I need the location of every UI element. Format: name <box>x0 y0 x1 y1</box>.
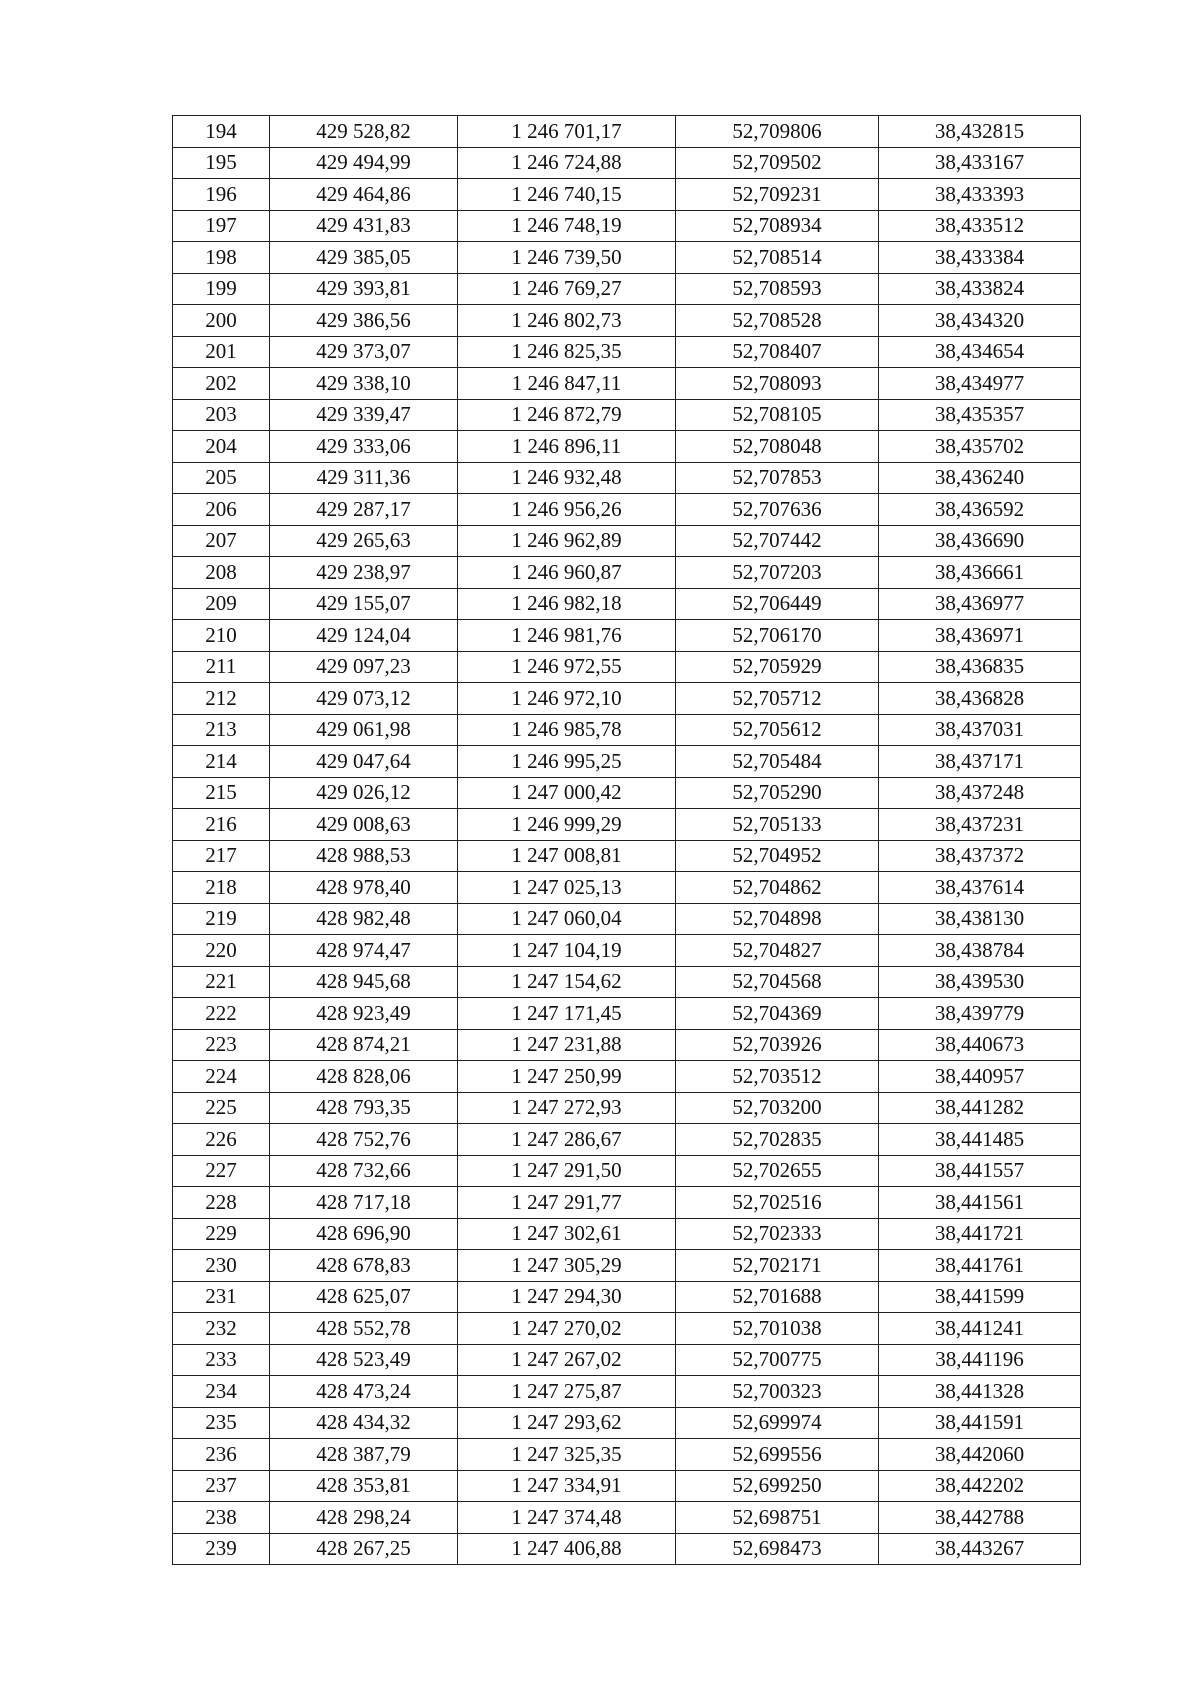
longitude-cell: 38,441591 <box>879 1407 1081 1439</box>
x-coordinate-cell: 429 386,56 <box>270 305 458 337</box>
y-coordinate-cell: 1 246 962,89 <box>458 525 676 557</box>
longitude-cell: 38,437031 <box>879 714 1081 746</box>
y-coordinate-cell: 1 247 000,42 <box>458 777 676 809</box>
point-number-cell: 217 <box>173 840 270 872</box>
longitude-cell: 38,441557 <box>879 1155 1081 1187</box>
longitude-cell: 38,435357 <box>879 399 1081 431</box>
y-coordinate-cell: 1 247 060,04 <box>458 903 676 935</box>
x-coordinate-cell: 429 333,06 <box>270 431 458 463</box>
x-coordinate-cell: 429 265,63 <box>270 525 458 557</box>
longitude-cell: 38,439779 <box>879 998 1081 1030</box>
table-row <box>173 1344 1081 1376</box>
latitude-cell: 52,702835 <box>676 1124 879 1156</box>
x-coordinate-cell: 428 434,32 <box>270 1407 458 1439</box>
y-coordinate-cell: 1 247 334,91 <box>458 1470 676 1502</box>
x-coordinate-cell: 429 026,12 <box>270 777 458 809</box>
table-row <box>173 368 1081 400</box>
latitude-cell: 52,704952 <box>676 840 879 872</box>
y-coordinate-cell: 1 246 981,76 <box>458 620 676 652</box>
latitude-cell: 52,708407 <box>676 336 879 368</box>
point-number-cell: 208 <box>173 557 270 589</box>
point-number-cell: 229 <box>173 1218 270 1250</box>
table-row <box>173 399 1081 431</box>
table-row <box>173 1218 1081 1250</box>
point-number-cell: 235 <box>173 1407 270 1439</box>
x-coordinate-cell: 428 696,90 <box>270 1218 458 1250</box>
x-coordinate-cell: 429 008,63 <box>270 809 458 841</box>
point-number-cell: 225 <box>173 1092 270 1124</box>
longitude-cell: 38,440673 <box>879 1029 1081 1061</box>
y-coordinate-cell: 1 247 325,35 <box>458 1439 676 1471</box>
point-number-cell: 236 <box>173 1439 270 1471</box>
longitude-cell: 38,441485 <box>879 1124 1081 1156</box>
point-number-cell: 201 <box>173 336 270 368</box>
table-row <box>173 557 1081 589</box>
latitude-cell: 52,705290 <box>676 777 879 809</box>
latitude-cell: 52,706170 <box>676 620 879 652</box>
point-number-cell: 196 <box>173 179 270 211</box>
y-coordinate-cell: 1 246 995,25 <box>458 746 676 778</box>
longitude-cell: 38,436977 <box>879 588 1081 620</box>
longitude-cell: 38,433384 <box>879 242 1081 274</box>
point-number-cell: 210 <box>173 620 270 652</box>
table-row <box>173 1439 1081 1471</box>
y-coordinate-cell: 1 246 932,48 <box>458 462 676 494</box>
coordinates-table-body <box>173 116 1081 1565</box>
y-coordinate-cell: 1 246 960,87 <box>458 557 676 589</box>
x-coordinate-cell: 428 473,24 <box>270 1376 458 1408</box>
longitude-cell: 38,436835 <box>879 651 1081 683</box>
x-coordinate-cell: 429 385,05 <box>270 242 458 274</box>
point-number-cell: 238 <box>173 1502 270 1534</box>
x-coordinate-cell: 428 988,53 <box>270 840 458 872</box>
x-coordinate-cell: 428 828,06 <box>270 1061 458 1093</box>
table-row <box>173 179 1081 211</box>
y-coordinate-cell: 1 247 374,48 <box>458 1502 676 1534</box>
latitude-cell: 52,701688 <box>676 1281 879 1313</box>
latitude-cell: 52,709231 <box>676 179 879 211</box>
x-coordinate-cell: 429 528,82 <box>270 116 458 148</box>
point-number-cell: 230 <box>173 1250 270 1282</box>
latitude-cell: 52,705929 <box>676 651 879 683</box>
y-coordinate-cell: 1 247 291,77 <box>458 1187 676 1219</box>
x-coordinate-cell: 428 978,40 <box>270 872 458 904</box>
x-coordinate-cell: 428 732,66 <box>270 1155 458 1187</box>
longitude-cell: 38,441328 <box>879 1376 1081 1408</box>
x-coordinate-cell: 428 678,83 <box>270 1250 458 1282</box>
point-number-cell: 221 <box>173 966 270 998</box>
point-number-cell: 195 <box>173 147 270 179</box>
x-coordinate-cell: 428 923,49 <box>270 998 458 1030</box>
y-coordinate-cell: 1 247 267,02 <box>458 1344 676 1376</box>
point-number-cell: 206 <box>173 494 270 526</box>
table-row <box>173 116 1081 148</box>
longitude-cell: 38,433167 <box>879 147 1081 179</box>
longitude-cell: 38,441599 <box>879 1281 1081 1313</box>
x-coordinate-cell: 428 552,78 <box>270 1313 458 1345</box>
x-coordinate-cell: 429 464,86 <box>270 179 458 211</box>
longitude-cell: 38,442788 <box>879 1502 1081 1534</box>
table-row <box>173 1281 1081 1313</box>
table-row <box>173 1187 1081 1219</box>
latitude-cell: 52,702171 <box>676 1250 879 1282</box>
latitude-cell: 52,702655 <box>676 1155 879 1187</box>
longitude-cell: 38,434977 <box>879 368 1081 400</box>
longitude-cell: 38,441761 <box>879 1250 1081 1282</box>
y-coordinate-cell: 1 246 740,15 <box>458 179 676 211</box>
table-row <box>173 777 1081 809</box>
point-number-cell: 213 <box>173 714 270 746</box>
latitude-cell: 52,705712 <box>676 683 879 715</box>
y-coordinate-cell: 1 247 270,02 <box>458 1313 676 1345</box>
latitude-cell: 52,708105 <box>676 399 879 431</box>
y-coordinate-cell: 1 247 406,88 <box>458 1533 676 1565</box>
x-coordinate-cell: 429 238,97 <box>270 557 458 589</box>
latitude-cell: 52,707853 <box>676 462 879 494</box>
latitude-cell: 52,708093 <box>676 368 879 400</box>
point-number-cell: 233 <box>173 1344 270 1376</box>
y-coordinate-cell: 1 247 302,61 <box>458 1218 676 1250</box>
x-coordinate-cell: 428 752,76 <box>270 1124 458 1156</box>
x-coordinate-cell: 429 287,17 <box>270 494 458 526</box>
point-number-cell: 220 <box>173 935 270 967</box>
y-coordinate-cell: 1 247 104,19 <box>458 935 676 967</box>
table-row <box>173 903 1081 935</box>
table-row <box>173 273 1081 305</box>
point-number-cell: 223 <box>173 1029 270 1061</box>
y-coordinate-cell: 1 247 154,62 <box>458 966 676 998</box>
table-row <box>173 305 1081 337</box>
latitude-cell: 52,707636 <box>676 494 879 526</box>
longitude-cell: 38,437248 <box>879 777 1081 809</box>
x-coordinate-cell: 429 073,12 <box>270 683 458 715</box>
x-coordinate-cell: 428 353,81 <box>270 1470 458 1502</box>
x-coordinate-cell: 429 494,99 <box>270 147 458 179</box>
table-row <box>173 242 1081 274</box>
x-coordinate-cell: 428 945,68 <box>270 966 458 998</box>
x-coordinate-cell: 428 387,79 <box>270 1439 458 1471</box>
x-coordinate-cell: 428 974,47 <box>270 935 458 967</box>
longitude-cell: 38,438130 <box>879 903 1081 935</box>
table-row <box>173 935 1081 967</box>
point-number-cell: 211 <box>173 651 270 683</box>
y-coordinate-cell: 1 247 286,67 <box>458 1124 676 1156</box>
longitude-cell: 38,441561 <box>879 1187 1081 1219</box>
table-row <box>173 966 1081 998</box>
latitude-cell: 52,699556 <box>676 1439 879 1471</box>
table-row <box>173 840 1081 872</box>
table-row <box>173 1313 1081 1345</box>
table-row <box>173 147 1081 179</box>
x-coordinate-cell: 429 155,07 <box>270 588 458 620</box>
latitude-cell: 52,708048 <box>676 431 879 463</box>
longitude-cell: 38,441282 <box>879 1092 1081 1124</box>
table-row <box>173 336 1081 368</box>
table-row <box>173 714 1081 746</box>
x-coordinate-cell: 429 339,47 <box>270 399 458 431</box>
point-number-cell: 226 <box>173 1124 270 1156</box>
longitude-cell: 38,443267 <box>879 1533 1081 1565</box>
table-row <box>173 1533 1081 1565</box>
point-number-cell: 228 <box>173 1187 270 1219</box>
point-number-cell: 234 <box>173 1376 270 1408</box>
latitude-cell: 52,700775 <box>676 1344 879 1376</box>
x-coordinate-cell: 428 793,35 <box>270 1092 458 1124</box>
longitude-cell: 38,434320 <box>879 305 1081 337</box>
point-number-cell: 198 <box>173 242 270 274</box>
point-number-cell: 202 <box>173 368 270 400</box>
y-coordinate-cell: 1 247 272,93 <box>458 1092 676 1124</box>
point-number-cell: 232 <box>173 1313 270 1345</box>
table-row <box>173 651 1081 683</box>
y-coordinate-cell: 1 247 008,81 <box>458 840 676 872</box>
y-coordinate-cell: 1 246 896,11 <box>458 431 676 463</box>
longitude-cell: 38,437171 <box>879 746 1081 778</box>
y-coordinate-cell: 1 246 739,50 <box>458 242 676 274</box>
table-row <box>173 809 1081 841</box>
longitude-cell: 38,436828 <box>879 683 1081 715</box>
point-number-cell: 216 <box>173 809 270 841</box>
y-coordinate-cell: 1 246 769,27 <box>458 273 676 305</box>
y-coordinate-cell: 1 246 724,88 <box>458 147 676 179</box>
table-row <box>173 1502 1081 1534</box>
latitude-cell: 52,700323 <box>676 1376 879 1408</box>
point-number-cell: 207 <box>173 525 270 557</box>
point-number-cell: 197 <box>173 210 270 242</box>
y-coordinate-cell: 1 246 972,10 <box>458 683 676 715</box>
y-coordinate-cell: 1 246 982,18 <box>458 588 676 620</box>
x-coordinate-cell: 428 267,25 <box>270 1533 458 1565</box>
x-coordinate-cell: 429 431,83 <box>270 210 458 242</box>
longitude-cell: 38,440957 <box>879 1061 1081 1093</box>
longitude-cell: 38,438784 <box>879 935 1081 967</box>
longitude-cell: 38,441721 <box>879 1218 1081 1250</box>
longitude-cell: 38,436661 <box>879 557 1081 589</box>
latitude-cell: 52,705133 <box>676 809 879 841</box>
point-number-cell: 203 <box>173 399 270 431</box>
latitude-cell: 52,702516 <box>676 1187 879 1219</box>
longitude-cell: 38,432815 <box>879 116 1081 148</box>
y-coordinate-cell: 1 246 972,55 <box>458 651 676 683</box>
x-coordinate-cell: 428 625,07 <box>270 1281 458 1313</box>
y-coordinate-cell: 1 247 231,88 <box>458 1029 676 1061</box>
point-number-cell: 219 <box>173 903 270 935</box>
point-number-cell: 212 <box>173 683 270 715</box>
longitude-cell: 38,441241 <box>879 1313 1081 1345</box>
latitude-cell: 52,703512 <box>676 1061 879 1093</box>
y-coordinate-cell: 1 246 999,29 <box>458 809 676 841</box>
latitude-cell: 52,708528 <box>676 305 879 337</box>
longitude-cell: 38,436690 <box>879 525 1081 557</box>
latitude-cell: 52,701038 <box>676 1313 879 1345</box>
latitude-cell: 52,703200 <box>676 1092 879 1124</box>
point-number-cell: 224 <box>173 1061 270 1093</box>
point-number-cell: 215 <box>173 777 270 809</box>
latitude-cell: 52,707442 <box>676 525 879 557</box>
latitude-cell: 52,707203 <box>676 557 879 589</box>
table-row <box>173 746 1081 778</box>
table-row <box>173 620 1081 652</box>
table-row <box>173 1407 1081 1439</box>
point-number-cell: 222 <box>173 998 270 1030</box>
x-coordinate-cell: 428 874,21 <box>270 1029 458 1061</box>
latitude-cell: 52,699974 <box>676 1407 879 1439</box>
latitude-cell: 52,704568 <box>676 966 879 998</box>
y-coordinate-cell: 1 246 825,35 <box>458 336 676 368</box>
table-row <box>173 872 1081 904</box>
point-number-cell: 200 <box>173 305 270 337</box>
table-row <box>173 1124 1081 1156</box>
latitude-cell: 52,706449 <box>676 588 879 620</box>
point-number-cell: 209 <box>173 588 270 620</box>
x-coordinate-cell: 428 717,18 <box>270 1187 458 1219</box>
latitude-cell: 52,708514 <box>676 242 879 274</box>
point-number-cell: 205 <box>173 462 270 494</box>
latitude-cell: 52,698751 <box>676 1502 879 1534</box>
longitude-cell: 38,437614 <box>879 872 1081 904</box>
latitude-cell: 52,705484 <box>676 746 879 778</box>
coordinates-table <box>172 115 1081 1565</box>
point-number-cell: 204 <box>173 431 270 463</box>
x-coordinate-cell: 429 097,23 <box>270 651 458 683</box>
latitude-cell: 52,705612 <box>676 714 879 746</box>
y-coordinate-cell: 1 247 294,30 <box>458 1281 676 1313</box>
point-number-cell: 214 <box>173 746 270 778</box>
latitude-cell: 52,702333 <box>676 1218 879 1250</box>
y-coordinate-cell: 1 246 956,26 <box>458 494 676 526</box>
y-coordinate-cell: 1 246 872,79 <box>458 399 676 431</box>
x-coordinate-cell: 429 061,98 <box>270 714 458 746</box>
table-row <box>173 1061 1081 1093</box>
longitude-cell: 38,442060 <box>879 1439 1081 1471</box>
longitude-cell: 38,435702 <box>879 431 1081 463</box>
table-row <box>173 494 1081 526</box>
table-row <box>173 683 1081 715</box>
table-row <box>173 998 1081 1030</box>
point-number-cell: 231 <box>173 1281 270 1313</box>
y-coordinate-cell: 1 247 025,13 <box>458 872 676 904</box>
y-coordinate-cell: 1 246 701,17 <box>458 116 676 148</box>
point-number-cell: 199 <box>173 273 270 305</box>
x-coordinate-cell: 429 311,36 <box>270 462 458 494</box>
table-row <box>173 210 1081 242</box>
table-row <box>173 462 1081 494</box>
latitude-cell: 52,699250 <box>676 1470 879 1502</box>
y-coordinate-cell: 1 247 293,62 <box>458 1407 676 1439</box>
table-row <box>173 1155 1081 1187</box>
table-row <box>173 1092 1081 1124</box>
y-coordinate-cell: 1 246 985,78 <box>458 714 676 746</box>
longitude-cell: 38,434654 <box>879 336 1081 368</box>
latitude-cell: 52,709806 <box>676 116 879 148</box>
latitude-cell: 52,708593 <box>676 273 879 305</box>
longitude-cell: 38,437231 <box>879 809 1081 841</box>
x-coordinate-cell: 428 523,49 <box>270 1344 458 1376</box>
y-coordinate-cell: 1 247 250,99 <box>458 1061 676 1093</box>
y-coordinate-cell: 1 247 291,50 <box>458 1155 676 1187</box>
y-coordinate-cell: 1 247 275,87 <box>458 1376 676 1408</box>
x-coordinate-cell: 429 393,81 <box>270 273 458 305</box>
x-coordinate-cell: 429 373,07 <box>270 336 458 368</box>
latitude-cell: 52,704827 <box>676 935 879 967</box>
table-row <box>173 1250 1081 1282</box>
longitude-cell: 38,441196 <box>879 1344 1081 1376</box>
table-row <box>173 525 1081 557</box>
longitude-cell: 38,436971 <box>879 620 1081 652</box>
latitude-cell: 52,709502 <box>676 147 879 179</box>
y-coordinate-cell: 1 246 802,73 <box>458 305 676 337</box>
x-coordinate-cell: 429 124,04 <box>270 620 458 652</box>
latitude-cell: 52,704369 <box>676 998 879 1030</box>
latitude-cell: 52,708934 <box>676 210 879 242</box>
longitude-cell: 38,437372 <box>879 840 1081 872</box>
longitude-cell: 38,439530 <box>879 966 1081 998</box>
table-row <box>173 588 1081 620</box>
y-coordinate-cell: 1 246 748,19 <box>458 210 676 242</box>
table-row <box>173 1470 1081 1502</box>
longitude-cell: 38,436592 <box>879 494 1081 526</box>
x-coordinate-cell: 428 298,24 <box>270 1502 458 1534</box>
longitude-cell: 38,433512 <box>879 210 1081 242</box>
point-number-cell: 227 <box>173 1155 270 1187</box>
y-coordinate-cell: 1 247 305,29 <box>458 1250 676 1282</box>
x-coordinate-cell: 428 982,48 <box>270 903 458 935</box>
latitude-cell: 52,704898 <box>676 903 879 935</box>
longitude-cell: 38,433393 <box>879 179 1081 211</box>
longitude-cell: 38,436240 <box>879 462 1081 494</box>
point-number-cell: 237 <box>173 1470 270 1502</box>
table-row <box>173 1029 1081 1061</box>
y-coordinate-cell: 1 246 847,11 <box>458 368 676 400</box>
longitude-cell: 38,433824 <box>879 273 1081 305</box>
y-coordinate-cell: 1 247 171,45 <box>458 998 676 1030</box>
latitude-cell: 52,704862 <box>676 872 879 904</box>
table-row <box>173 1376 1081 1408</box>
point-number-cell: 218 <box>173 872 270 904</box>
point-number-cell: 239 <box>173 1533 270 1565</box>
table-row <box>173 431 1081 463</box>
x-coordinate-cell: 429 047,64 <box>270 746 458 778</box>
point-number-cell: 194 <box>173 116 270 148</box>
latitude-cell: 52,698473 <box>676 1533 879 1565</box>
latitude-cell: 52,703926 <box>676 1029 879 1061</box>
longitude-cell: 38,442202 <box>879 1470 1081 1502</box>
x-coordinate-cell: 429 338,10 <box>270 368 458 400</box>
